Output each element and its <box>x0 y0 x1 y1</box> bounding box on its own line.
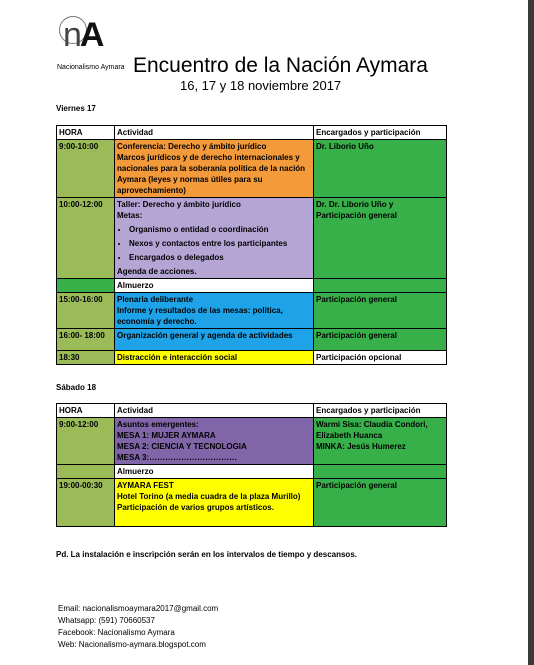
page-subtitle: 16, 17 y 18 noviembre 2017 <box>180 78 342 93</box>
table-row <box>57 465 447 479</box>
goals-list <box>117 224 311 263</box>
responsible-cell: Participación general <box>314 479 447 527</box>
page-edge <box>528 0 534 665</box>
responsible-cell: Participación opcional <box>314 351 447 365</box>
table-header-row <box>57 404 447 418</box>
header-cell: HORA <box>57 126 115 140</box>
activity-cell: Organización general y agenda de actividades <box>115 329 314 351</box>
activity-tail: Agenda de acciones. <box>117 267 197 276</box>
responsible-cell: Dr. Liborio Uño <box>314 140 447 198</box>
table-row <box>57 418 447 465</box>
header-cell: Actividad <box>115 126 314 140</box>
activity-title: Taller: Derecho y ámbito jurídico Metas: <box>117 200 241 220</box>
time-cell: 10:00-12:00 <box>57 198 115 279</box>
activity-cell: Asuntos emergentes: MESA 1: MUJER AYMARA MESA 2: CIENCIA Y TECNOLOGIA MESA 3:…………………………… <box>115 418 314 465</box>
responsible-cell: Participación general <box>314 293 447 329</box>
activity-cell: Plenaria deliberante Informe y resultados de las mesas: política, economía y derecho. <box>115 293 314 329</box>
table-row <box>57 293 447 329</box>
logo-mark: nA <box>63 16 103 54</box>
activity-cell: AYMARA FEST Hotel Torino (a media cuadra de la plaza Murillo) Participación de varios grupos artísticos. <box>115 479 314 527</box>
contact-email: Email: nacionalismoaymara2017@gmail.com <box>58 604 219 613</box>
responsible-cell <box>314 465 447 479</box>
contact-facebook: Facebook: Nacionalismo Aymara <box>58 628 175 637</box>
table-row <box>57 351 447 365</box>
header-cell: Actividad <box>115 404 314 418</box>
schedule-table-friday <box>56 125 447 365</box>
page-title: Encuentro de la Nación Aymara <box>133 54 428 77</box>
logo <box>57 18 137 78</box>
table-row <box>57 479 447 527</box>
schedule-table-saturday <box>56 403 447 527</box>
table-header-row <box>57 126 447 140</box>
day-label-saturday: Sábado 18 <box>56 383 97 392</box>
day-label-friday: Viernes 17 <box>56 104 96 113</box>
time-cell <box>57 279 115 293</box>
time-cell: 15:00-16:00 <box>57 293 115 329</box>
activity-cell <box>115 198 314 279</box>
contact-web: Web: Nacionalismo-aymara.blogspot.com <box>58 640 206 649</box>
time-cell: 9:00-12:00 <box>57 418 115 465</box>
time-cell: 16:00- 18:00 <box>57 329 115 351</box>
time-cell: 9:00-10:00 <box>57 140 115 198</box>
activity-cell: Conferencia: Derecho y ámbito jurídico Marcos jurídicos y de derecho internacionales y nacionales para la soberanía política de la nación Aymara (leyes y normas útiles para su aprovechamiento) <box>115 140 314 198</box>
activity-cell: Almuerzo <box>115 279 314 293</box>
time-cell: 19:00-00:30 <box>57 479 115 527</box>
table-row <box>57 140 447 198</box>
header-cell: Encargados y participación <box>314 126 447 140</box>
responsible-cell: Participación general <box>314 329 447 351</box>
contact-whatsapp: Whatsapp: (591) 70660537 <box>58 616 155 625</box>
time-cell <box>57 465 115 479</box>
table-row <box>57 279 447 293</box>
list-item: • Encargados o delegados <box>129 252 311 263</box>
table-row <box>57 198 447 279</box>
responsible-cell: Dr. Dr. Liborio Uño y Participación general <box>314 198 447 279</box>
contact-block <box>58 603 218 651</box>
logo-text: Nacionalismo Aymara <box>57 64 125 71</box>
list-item: • Nexos y contactos entre los participantes <box>129 238 311 249</box>
table-row <box>57 329 447 351</box>
responsible-cell: Warmi Sisa: Claudia Condori, Elizabeth Huanca MINKA: Jesús Humerez <box>314 418 447 465</box>
time-cell: 18:30 <box>57 351 115 365</box>
activity-cell: Distracción e interacción social <box>115 351 314 365</box>
list-item: • Organismo o entidad o coordinación <box>129 224 311 235</box>
header-cell: HORA <box>57 404 115 418</box>
header-cell: Encargados y participación <box>314 404 447 418</box>
activity-cell: Almuerzo <box>115 465 314 479</box>
footnote: Pd. La instalación e inscripción serán en los intervalos de tiempo y descansos. <box>56 550 357 559</box>
responsible-cell <box>314 279 447 293</box>
